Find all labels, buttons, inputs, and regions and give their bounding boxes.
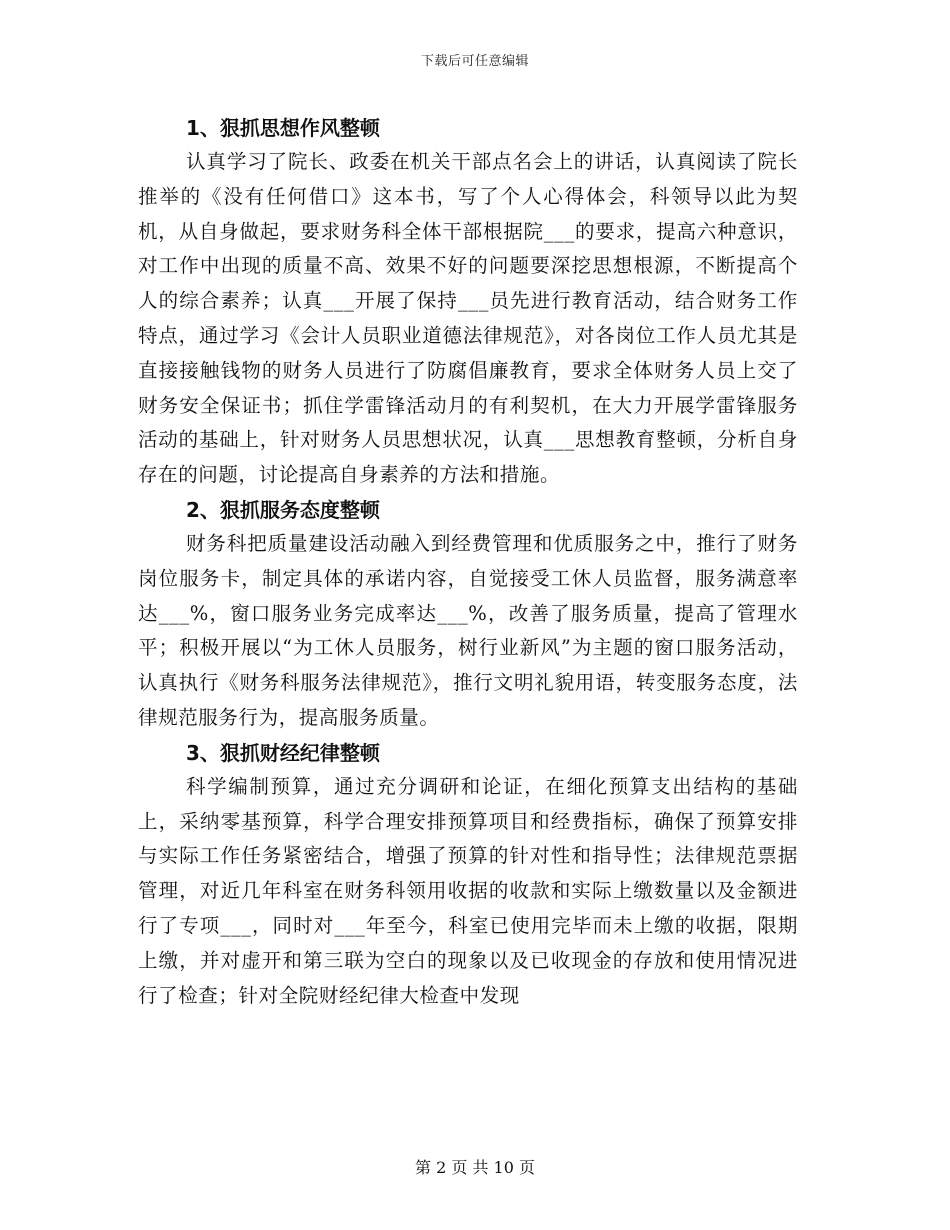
header-note: 下载后可任意编辑	[420, 54, 529, 69]
section-paragraph: 认真学习了院长、政委在机关干部点名会上的讲话，认真阅读了院长推举的《没有任何借口》这本书，写了个人心得体会，科领导以此为契机，从自身做起，要求财务科全体干部根据院___的要求，提高六种意识，对工作中出现的质量不高、效果不好的问题要深挖思想根源，不断提高个人的综合素养；认真___开展了保持___员先进行教育活动，结合财务工作特点，通过学习《会计人员职业道德法律规范》，对各岗位工作人员尤其是直接接触钱物的财务人员进行了防腐倡廉教育，要求全体财务人员上交了财务安全保证书；抓住学雷锋活动月的有利契机，在大力开展学雷锋服务活动的基础上，针对财务人员思想状况，认真___思想教育整顿，分析自身存在的问题，讨论提高自身素养的方法和措施。	[138, 150, 798, 487]
section-heading: 1、狠抓思想作风整顿	[186, 116, 380, 140]
section-2	[138, 493, 798, 736]
section-paragraph: 科学编制预算，通过充分调研和论证，在细化预算支出结构的基础上，采纳零基预算，科学合理安排预算项目和经费指标，确保了预算安排与实际工作任务紧密结合，增强了预算的针对性和指导性；法律规范票据管理，对近几年科室在财务科领用收据的收款和实际上缴数量以及金额进行了专项___，同时对___年至今，科室已使用完毕而未上缴的收据，限期上缴，并对虚开和第三联为空白的现象以及已收现金的存放和使用情况进行了检查；针对全院财经纪律大检查中发现	[138, 774, 798, 1007]
document-body	[138, 111, 798, 1013]
section-heading: 2、狠抓服务态度整顿	[186, 497, 380, 522]
section-heading: 3、狠抓财经纪律整顿	[186, 740, 380, 765]
section-paragraph: 财务科把质量建设活动融入到经费管理和优质服务之中，推行了财务岗位服务卡，制定具体的承诺内容，自觉接受工休人员监督，服务满意率达___%，窗口服务业务完成率达___%，改善了服务质量，提高了管理水平；积极开展以“为工休人员服务，树行业新风”为主题的窗口服务活动，认真执行《财务科服务法律规范》，推行文明礼貌用语，转变服务态度，法律规范服务行为，提高服务质量。	[138, 531, 798, 729]
page-number: 第 2 页 共 10 页	[415, 1158, 535, 1177]
section-3	[138, 736, 798, 1014]
section-1	[138, 111, 798, 493]
